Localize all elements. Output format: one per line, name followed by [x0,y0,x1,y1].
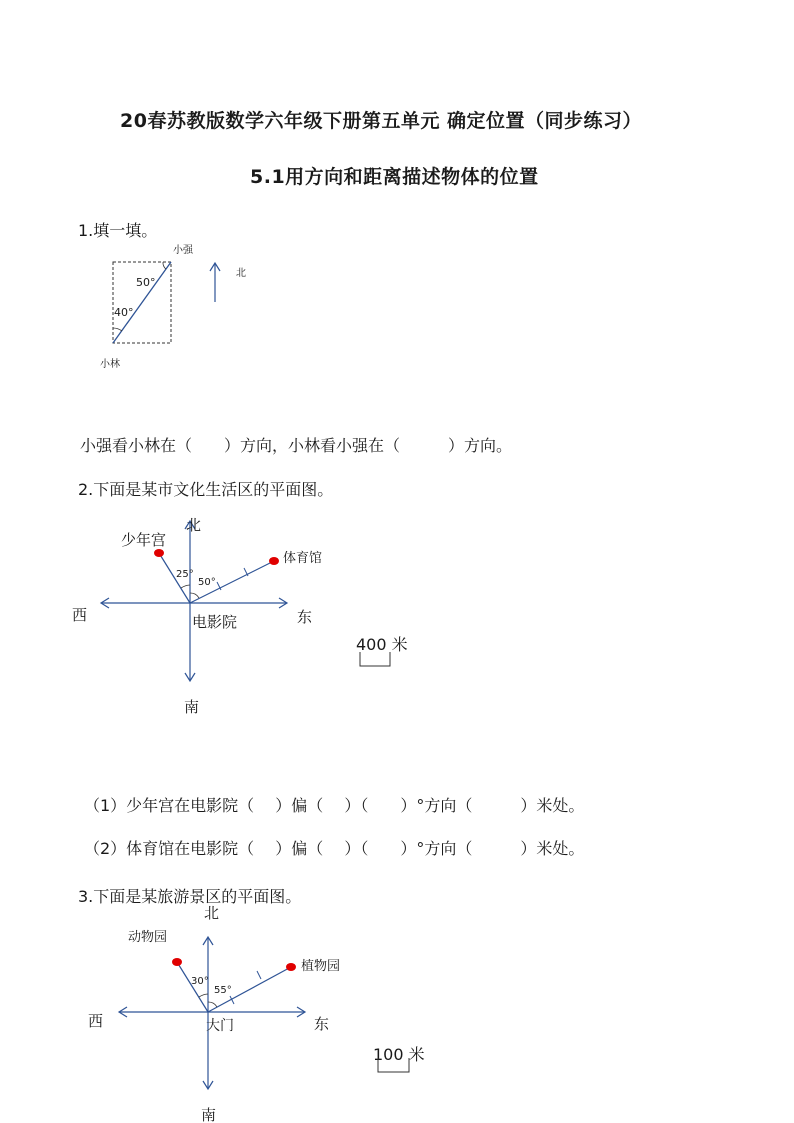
q3-angle-b: 55° [214,985,232,996]
q2-dot-b [269,557,279,565]
q3-arc-a [199,994,208,997]
q2-arc-a [181,585,190,588]
q3-heading: 3.下面是某旅游景区的平面图。 [78,887,302,906]
q3-center: 大门 [206,1018,234,1034]
q2-scale-label: 400 米 [356,635,408,654]
q3-tick-2 [257,971,261,979]
q3-east: 东 [314,1015,330,1033]
q2-sub1: （1）少年宫在电影院（ ）偏（ ）（ ）°方向（ ）米处。 [84,796,585,815]
q2-dot-a [154,549,164,557]
q3-label-b: 植物园 [301,959,341,974]
q1-angle-arc-top [163,262,166,269]
q3-north: 北 [204,904,220,922]
q2-label-a: 少年宫 [121,531,167,549]
q1-north-label: 北 [236,268,246,279]
q2-angle-b: 50° [198,577,216,588]
page-title: 20春苏教版数学六年级下册第五单元 确定位置（同步练习） [120,110,643,132]
q2-diagram [60,510,440,720]
q2-center: 电影院 [192,613,238,631]
q3-west: 西 [88,1012,104,1030]
q2-north: 北 [186,516,202,534]
q1-label-top: 小强 [173,245,193,256]
q3-angle-a: 30° [191,976,209,987]
q2-south: 南 [184,698,200,716]
q2-arc-b [190,593,199,598]
q1-heading: 1.填一填。 [78,221,158,240]
q1-angle-top: 50° [136,276,156,289]
q3-diagram [80,900,460,1122]
q3-south: 南 [201,1106,217,1122]
q2-heading: 2.下面是某市文化生活区的平面图。 [78,480,334,499]
q2-east: 东 [297,608,313,626]
q1-question: 小强看小林在（ ）方向，小林看小强在（ ）方向。 [80,436,513,455]
q2-angle-a: 25° [176,569,194,580]
q2-scale-bar [360,652,390,666]
q1-label-bottom: 小林 [100,359,120,370]
q3-dot-b [286,963,296,971]
q2-label-b: 体育馆 [283,551,323,566]
q2-west: 西 [72,606,88,624]
q3-dot-a [172,958,182,966]
q1-angle-arc-bottom [113,328,122,331]
q3-ray-a [177,962,208,1012]
q1-angle-bottom: 40° [114,306,134,319]
q3-arc-b [208,1002,217,1007]
page-subtitle: 5.1用方向和距离描述物体的位置 [250,166,539,188]
q1-diagram [100,236,270,376]
q3-scale-label: 100 米 [373,1045,425,1064]
q2-sub2: （2）体育馆在电影院（ ）偏（ ）（ ）°方向（ ）米处。 [84,839,585,858]
q3-label-a: 动物园 [128,930,168,945]
